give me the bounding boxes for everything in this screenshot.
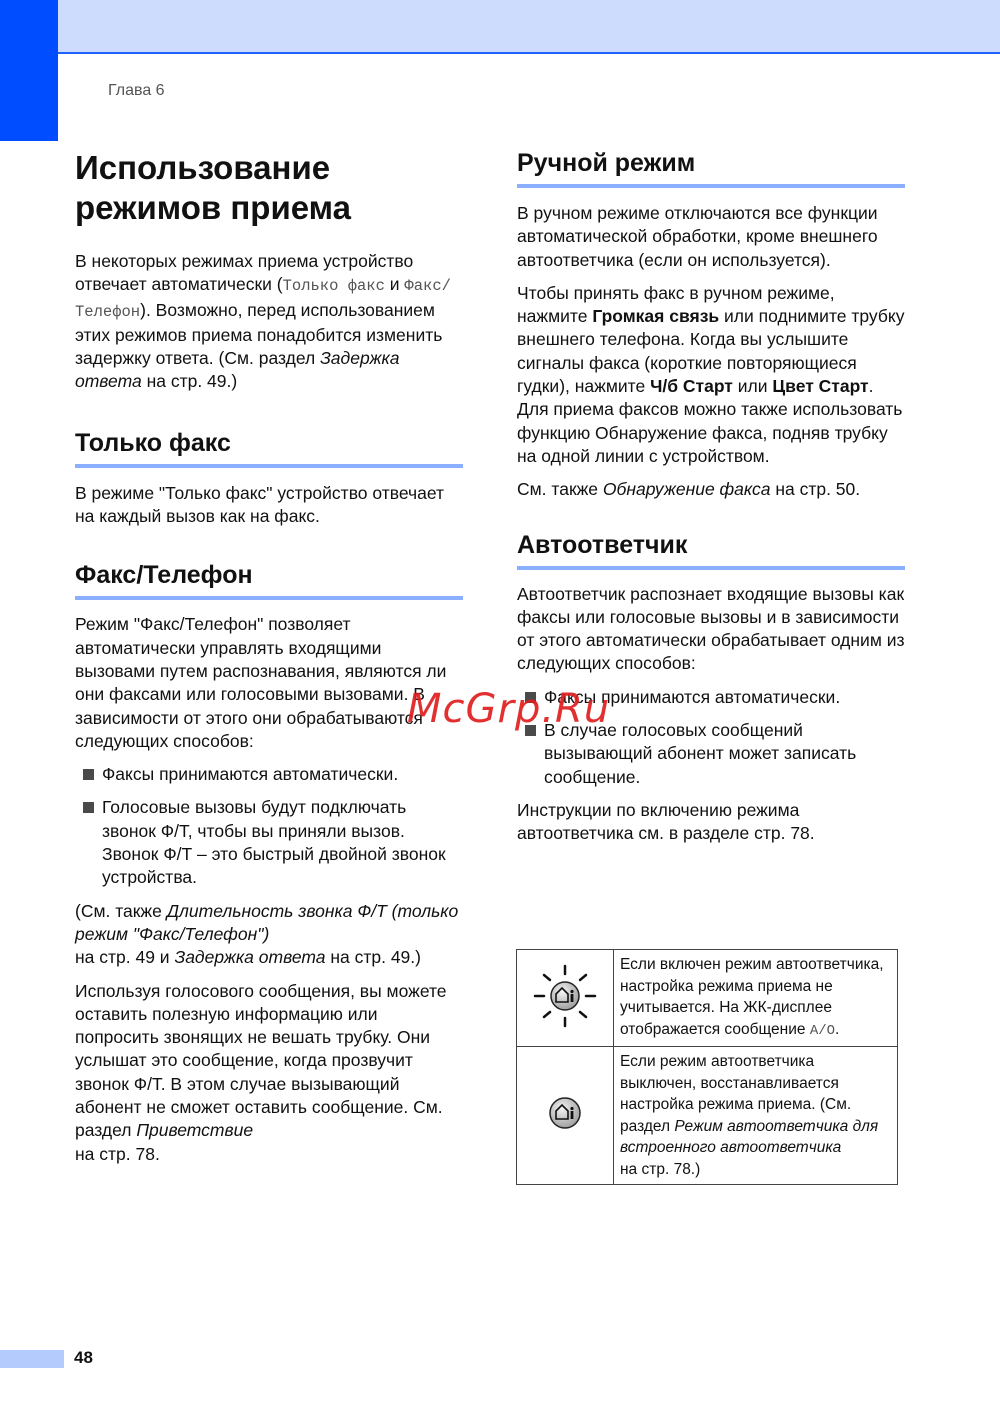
list-item [75,796,463,889]
heading-fax-tel: Факс/Телефон [75,560,463,600]
table-row [517,950,898,1047]
text: . Для приема факсов можно также использовать функцию Обнаружение факса, подняв трубку на одной линии с устройством. [517,376,903,466]
manual-paragraph-2 [517,282,905,468]
text: . [835,1020,840,1038]
watermark: McGrp.Ru [407,686,611,732]
tad-paragraph: Автоответчик распознает входящие вызовы как факсы или голосовые вызовы и в зависимости от этого автоматически обрабатывает одним из следующих способов: [517,583,905,674]
page-number-bar [0,1350,64,1368]
table-icon-cell [517,1047,614,1185]
fax-tel-bullet-list [75,763,463,889]
text: на стр. 78.) [620,1160,701,1178]
key-speaker-phone: Громкая связь [592,306,720,327]
text: В некоторых режимах приема устройство отвечает автоматически ( [75,251,414,295]
xref-fax-detect[interactable]: Обнаружение факса [602,479,771,500]
bullet-square-icon [83,802,94,813]
xref-greeting[interactable]: Приветствие [136,1120,254,1141]
text: на стр. 49.) [325,947,421,968]
manual-see-also [517,478,905,501]
text: на стр. 78. [75,1143,160,1164]
xref-tad-mode[interactable]: Режим автоответчика для встроенного автоответчика [620,1117,879,1156]
intro-paragraph [75,250,463,394]
page-title [75,148,463,228]
header-band [0,0,1000,54]
voice-message-paragraph [75,980,463,1166]
text: Если включен режим автоответчика, настройка режима приема не учитывается. На ЖК-дисплее отображается сообщение [620,956,884,1038]
bullet-square-icon [83,769,94,780]
text: Используя голосового сообщения, вы можете оставить полезную информацию или попросить звонящих не вешать трубку. Они услышат это сообщение, когда прозвучит звонок Ф/Т. В этом случае вызывающий абонент не сможет оставить сообщение. См. раздел [75,980,447,1141]
key-colour-start: Цвет Старт [772,376,869,397]
key-mono-start: Ч/б Старт [650,376,733,397]
table-row [517,1047,898,1185]
heading-manual: Ручной режим [517,148,905,188]
text: на стр. 49 и [75,947,175,968]
text: (См. также [75,900,167,921]
xref-answer-delay[interactable]: Задержка ответа [174,947,326,968]
tad-info-table [516,949,898,1185]
fax-tel-paragraph: Режим "Факс/Телефон" позволяет автоматически управлять входящими вызовами путем распознавания, являются ли они факсами или голосовыми вызовами. В зависимости от этого они обрабатываются следующих способов: [75,614,447,751]
text: См. также [517,479,603,500]
tad-instructions: Инструкции по включению режима автоответчика см. в разделе стр. 78. [517,799,815,844]
text: ). Возможно, перед использованием этих режимов приема понадобится изменить задержку ответа. (См. раздел [75,299,443,369]
heading-tad: Автоответчик [517,530,905,570]
list-item-text: Факсы принимаются автоматически. [544,686,841,707]
xref-ft-ring-time[interactable]: Длительность звонка Ф/Т (только режим "Факс/Телефон") [75,900,459,944]
list-item-text: В случае голосовых сообщений вызывающий абонент может записать сообщение. [544,720,857,787]
lcd-text-fax-only: Только факс [282,277,385,296]
list-item [75,763,463,786]
page-title-line2: режимов приема [75,189,351,226]
fax-tel-see-also [75,900,463,970]
manual-paragraph-1: В ручном режиме отключаются все функции автоматической обработки, кроме внешнего автоответчика (если он используется). [517,203,878,270]
xref-answer-delay[interactable]: Задержка ответа [75,348,400,392]
list-item-text: Факсы принимаются автоматически. [102,764,399,785]
tad-button-icon [547,1095,583,1131]
text: и [384,274,405,295]
chapter-tab [0,0,58,141]
fax-only-paragraph: В режиме "Только факс" устройство отвечает на каждый вызов как на факс. [75,482,445,527]
tad-button-lit-icon [532,963,598,1029]
heading-fax-only: Только факс [75,428,463,468]
lcd-text-ao: A/O [809,1022,836,1039]
page-title-line1: Использование [75,149,331,186]
text: Если режим автоответчика выключен, восстанавливается настройка режима приема. (См. раздел [620,1053,852,1135]
text: на стр. 49.) [141,371,238,392]
text: на стр. 50. [770,479,861,500]
lcd-text-fax-tel: Факс/Телефон [75,277,451,321]
table-icon-cell [517,950,614,1047]
page-number: 48 [74,1348,93,1367]
left-column [75,148,463,1166]
text: или поднимите трубку внешнего телефона. Когда вы услышите сигналы факса (короткие повторяющиеся гудки), нажмите [517,306,905,397]
text: Чтобы принять факс в ручном режиме, нажмите [517,282,835,327]
text: или [732,376,773,397]
chapter-label: Глава 6 [108,82,165,99]
list-item-text: Голосовые вызовы будут подключать звонок Ф/Т, чтобы вы приняли вызов. Звонок Ф/Т – это быстрый двойной звонок устройства. [102,797,446,888]
table-text-cell [614,1047,898,1185]
right-column [517,148,905,846]
table-text-cell [614,950,898,1047]
